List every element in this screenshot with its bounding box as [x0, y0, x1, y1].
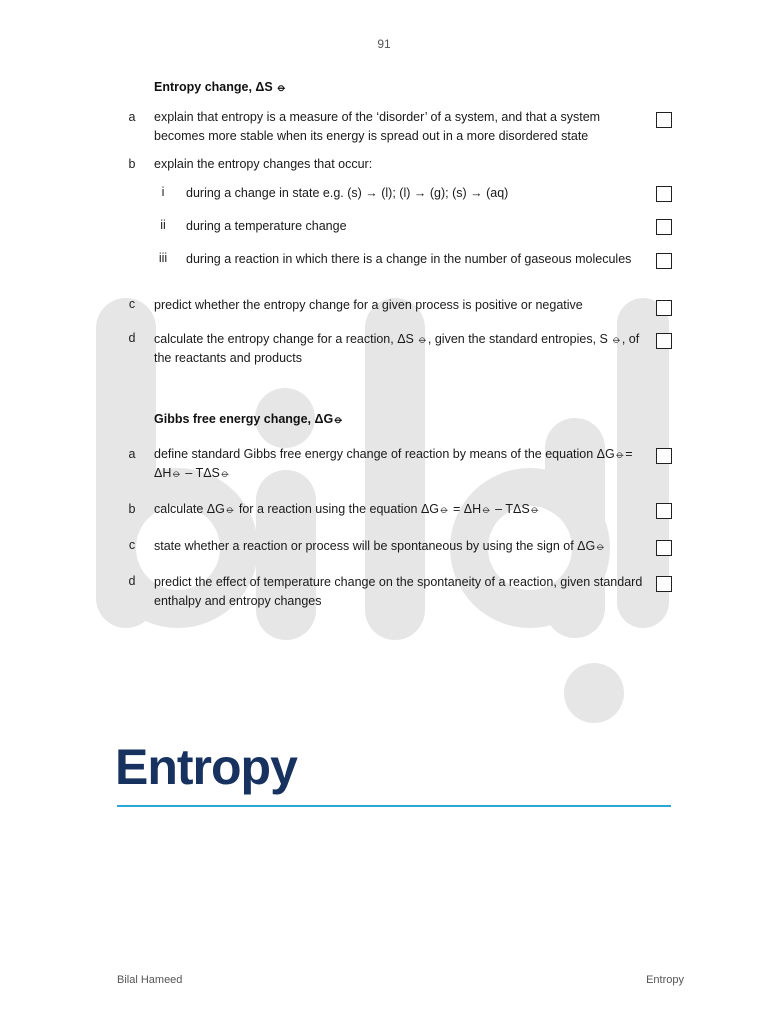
checkbox-gibbs-b[interactable] — [656, 503, 672, 519]
item-text: explain that entropy is a measure of the ‘disorder’ of a system, and that a system becomes more stable when its energy is spread out in a more disordered state — [154, 110, 601, 143]
item-letter: b — [128, 157, 136, 171]
item-text: predict the effect of temperature change on the spontaneity of a reaction, given standard enthalpy and entropy changes — [154, 575, 643, 608]
checkbox-entropy-c[interactable] — [656, 300, 672, 316]
section-heading-gibbs: Gibbs free energy change, ΔG⦵ — [154, 412, 344, 426]
subitem-text: during a change in state e.g. (s) → (l); (l) → (g); (s) → (aq) — [186, 186, 509, 200]
checkbox-entropy-b-i[interactable] — [656, 186, 672, 202]
item-letter: a — [128, 110, 136, 124]
item-letter: d — [128, 331, 136, 345]
section-heading-entropy-change: Entropy change, ΔS ⦵ — [154, 80, 287, 94]
item-letter: b — [128, 502, 136, 516]
item-letter: a — [128, 447, 136, 461]
footer-author: Bilal Hameed — [117, 974, 183, 986]
item-letter: c — [128, 538, 136, 552]
item-text: calculate ΔG⦵ for a reaction using the equation ΔG⦵ = ΔH⦵ – TΔS⦵ — [154, 502, 541, 516]
checkbox-gibbs-a[interactable] — [656, 448, 672, 464]
footer-chapter: Entropy — [646, 974, 684, 986]
subitem-text: during a temperature change — [186, 219, 347, 233]
subitem-text: during a reaction in which there is a change in the number of gaseous molecules — [186, 252, 632, 266]
checkbox-entropy-a[interactable] — [656, 112, 672, 128]
checkbox-entropy-b-iii[interactable] — [656, 253, 672, 269]
subitem-numeral: iii — [158, 251, 168, 265]
item-text: calculate the entropy change for a reaction, ΔS ⦵, given the standard entropies, S ⦵, of the reactants and products — [154, 332, 640, 365]
checkbox-entropy-d[interactable] — [656, 333, 672, 349]
subitem-numeral: ii — [160, 218, 166, 232]
item-letter: c — [128, 297, 136, 311]
title-underline — [117, 805, 671, 807]
item-text: explain the entropy changes that occur: — [154, 157, 373, 171]
subitem-numeral: i — [161, 185, 165, 199]
checkbox-entropy-b-ii[interactable] — [656, 219, 672, 235]
page-number: 91 — [377, 37, 391, 51]
item-text: define standard Gibbs free energy change of reaction by means of the equation ΔG⦵= ΔH⦵ – TΔS⦵ — [154, 447, 633, 480]
checkbox-gibbs-d[interactable] — [656, 576, 672, 592]
item-text: predict whether the entropy change for a given process is positive or negative — [154, 298, 583, 312]
item-letter: d — [128, 574, 136, 588]
chapter-title: Entropy — [115, 739, 297, 795]
item-text: state whether a reaction or process will be spontaneous by using the sign of ΔG⦵ — [154, 539, 606, 553]
checkbox-gibbs-c[interactable] — [656, 540, 672, 556]
